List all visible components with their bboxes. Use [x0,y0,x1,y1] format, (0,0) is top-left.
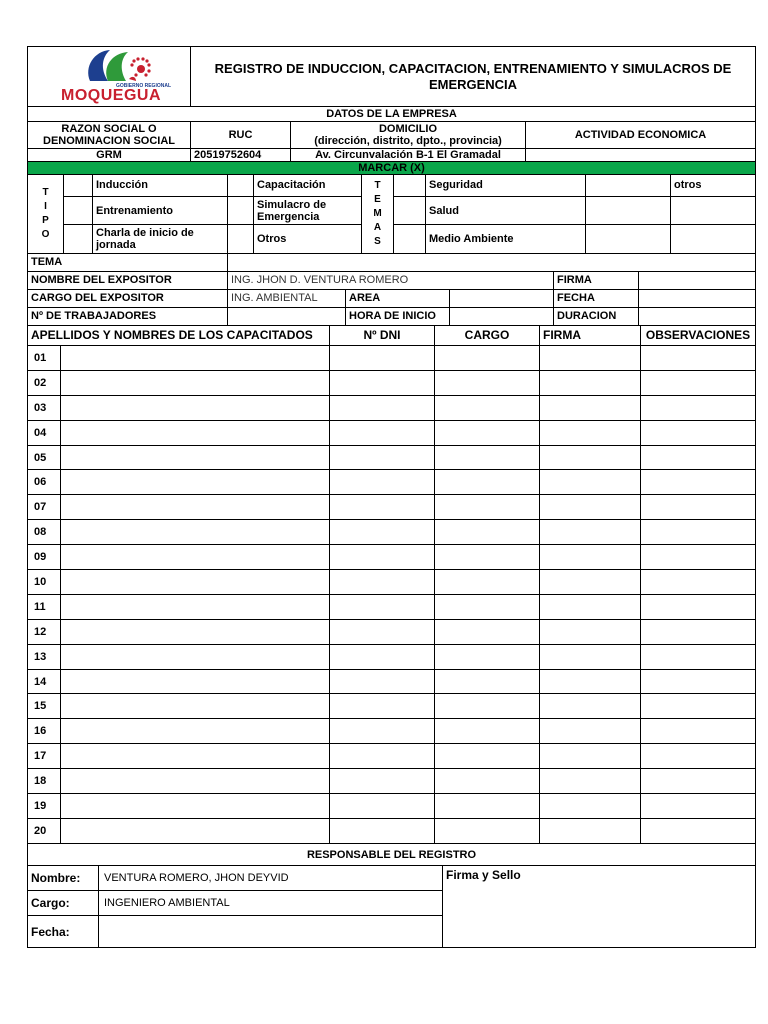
firma-cell[interactable] [540,520,641,545]
cargo-cell[interactable] [435,794,540,819]
table-row [28,445,756,470]
dni-cell[interactable] [330,594,435,619]
row-number: 07 [28,495,61,520]
tipo-letter: O [41,228,50,240]
dni-cell[interactable] [330,370,435,395]
table-row [28,495,756,520]
col-header-cargo: CARGO [435,326,540,346]
dni-cell[interactable] [330,420,435,445]
actividad-label: ACTIVIDAD ECONOMICA [526,121,756,148]
dni-cell[interactable] [330,694,435,719]
tema-label: TEMA [28,254,228,271]
firma-cell[interactable] [540,744,641,769]
actividad-value[interactable] [526,148,756,161]
temas-blank-cell[interactable] [586,225,671,254]
cargo-cell[interactable] [435,545,540,570]
observaciones-cell[interactable] [641,594,756,619]
nombre-expositor-label: NOMBRE DEL EXPOSITOR [28,271,228,289]
row-number: 13 [28,644,61,669]
name-cell[interactable] [61,346,330,371]
marcar-header: MARCAR (X) [28,161,756,174]
capacitados-table [27,326,756,844]
cargo-cell[interactable] [435,818,540,843]
domicilio-label: DOMICILIO [378,122,438,135]
name-cell[interactable] [61,520,330,545]
dni-cell[interactable] [330,619,435,644]
firma-cell[interactable] [540,669,641,694]
col-header-observaciones: OBSERVACIONES [641,326,756,346]
temas-salud-label: Salud [426,197,586,225]
row-number: 06 [28,470,61,495]
firma-cell[interactable] [540,719,641,744]
observaciones-cell[interactable] [641,545,756,570]
cargo-cell[interactable] [435,520,540,545]
temas-letter: A [373,221,382,233]
resp-fecha-label: Fecha: [28,916,99,948]
firma-cell[interactable] [540,570,641,595]
row-number: 16 [28,719,61,744]
tipo-entrenamiento-label: Entrenamiento [93,197,228,225]
name-cell[interactable] [61,694,330,719]
tipo-checkbox-charla[interactable] [64,225,93,254]
firma-cell[interactable] [540,619,641,644]
responsable-table [27,844,756,949]
cargo-cell[interactable] [435,619,540,644]
cargo-cell[interactable] [435,669,540,694]
tipo-otros-label: Otros [254,225,362,254]
firma-cell[interactable] [540,470,641,495]
dni-cell[interactable] [330,644,435,669]
num-trabajadores-label: Nº DE TRABAJADORES [28,307,228,325]
row-number: 04 [28,420,61,445]
row-number: 10 [28,570,61,595]
temas-letter: T [374,179,381,191]
row-number: 20 [28,818,61,843]
name-cell[interactable] [61,669,330,694]
firma-cell[interactable] [540,794,641,819]
cargo-cell[interactable] [435,694,540,719]
fecha-expositor-label: FECHA [554,289,639,307]
row-number: 03 [28,395,61,420]
name-cell[interactable] [61,395,330,420]
header-table [27,46,756,107]
temas-checkbox-medio-ambiente[interactable] [394,225,426,254]
tipo-letter: P [42,214,49,226]
row-number: 08 [28,520,61,545]
cargo-cell[interactable] [435,644,540,669]
table-row [28,420,756,445]
table-row [28,744,756,769]
observaciones-cell[interactable] [641,346,756,371]
temas-letter: M [373,207,382,219]
temas-letter: E [374,193,381,205]
temas-vertical-label [362,175,394,254]
dni-cell[interactable] [330,346,435,371]
table-row [28,769,756,794]
name-cell[interactable] [61,370,330,395]
cargo-expositor-value[interactable]: ING. AMBIENTAL [228,289,346,307]
temas-checkbox-salud[interactable] [394,197,426,225]
table-row [28,619,756,644]
row-number: 15 [28,694,61,719]
name-cell[interactable] [61,445,330,470]
dni-cell[interactable] [330,445,435,470]
temas-seguridad-label: Seguridad [426,175,586,197]
observaciones-cell[interactable] [641,495,756,520]
hora-inicio-label: HORA DE INICIO [346,307,450,325]
temas-medio-ambiente-label: Medio Ambiente [426,225,586,254]
table-row [28,719,756,744]
col-header-dni: Nº DNI [330,326,435,346]
cargo-cell[interactable] [435,470,540,495]
name-cell[interactable] [61,594,330,619]
table-row [28,694,756,719]
firma-cell[interactable] [540,495,641,520]
row-number: 02 [28,370,61,395]
name-cell[interactable] [61,495,330,520]
col-header-nombres: APELLIDOS Y NOMBRES DE LOS CAPACITADOS [28,326,330,346]
table-row [28,370,756,395]
dni-cell[interactable] [330,470,435,495]
firma-cell[interactable] [540,370,641,395]
tipo-checkbox-simulacro[interactable] [228,197,254,225]
firma-cell[interactable] [540,594,641,619]
tipo-letter: T [42,186,49,198]
name-cell[interactable] [61,769,330,794]
tipo-letter: I [44,200,47,212]
tema-value[interactable] [228,254,756,271]
name-cell[interactable] [61,545,330,570]
temas-otros-label: otros [671,175,756,197]
table-row [28,669,756,694]
table-row [28,794,756,819]
tipo-checkbox-capacitacion[interactable] [228,175,254,197]
resp-cargo-label: Cargo: [28,891,99,916]
row-number: 17 [28,744,61,769]
firma-expositor-label: FIRMA [554,271,639,289]
duracion-value[interactable] [639,307,756,325]
tipo-simulacro-label: Simulacro de Emergencia [254,197,362,225]
firma-cell[interactable] [540,346,641,371]
num-trabajadores-value[interactable] [228,307,346,325]
resp-firma-sello[interactable]: Firma y Sello [443,866,756,948]
cargo-cell[interactable] [435,594,540,619]
nombre-expositor-value[interactable]: ING. JHON D. VENTURA ROMERO [228,271,554,289]
domicilio-value[interactable]: Av. Circunvalación B-1 El Gramadal [291,148,526,161]
empresa-table [27,107,756,175]
row-number: 14 [28,669,61,694]
logo-name: MOQUEGUA [61,87,161,104]
cargo-cell[interactable] [435,769,540,794]
row-number: 11 [28,594,61,619]
cargo-cell[interactable] [435,719,540,744]
row-number: 01 [28,346,61,371]
cargo-expositor-label: CARGO DEL EXPOSITOR [28,289,228,307]
dni-cell[interactable] [330,395,435,420]
firma-cell[interactable] [540,694,641,719]
table-row [28,470,756,495]
domicilio-sublabel: (dirección, distrito, dpto., provincia) [314,134,502,147]
cargo-cell[interactable] [435,495,540,520]
tipo-checkbox-induccion[interactable] [64,175,93,197]
name-cell[interactable] [61,794,330,819]
fecha-expositor-value[interactable] [639,289,756,307]
domicilio-label-cell [291,121,526,148]
row-number: 05 [28,445,61,470]
observaciones-cell[interactable] [641,644,756,669]
duracion-label: DURACION [554,307,639,325]
capacitados-rows [28,346,756,844]
firma-cell[interactable] [540,644,641,669]
temas-blank-cell[interactable] [671,197,756,225]
hora-inicio-value[interactable] [450,307,554,325]
dni-cell[interactable] [330,744,435,769]
observaciones-cell[interactable] [641,794,756,819]
table-row [28,594,756,619]
ruc-label: RUC [191,121,291,148]
observaciones-cell[interactable] [641,744,756,769]
table-row [28,570,756,595]
expositor-table [27,254,756,326]
observaciones-cell[interactable] [641,694,756,719]
logo-top-text: GOBIERNO REGIONAL [116,83,172,89]
dni-cell[interactable] [330,669,435,694]
temas-blank-cell[interactable] [671,225,756,254]
tipo-induccion-label: Inducción [93,175,228,197]
temas-checkbox-seguridad[interactable] [394,175,426,197]
cargo-cell[interactable] [435,420,540,445]
observaciones-cell[interactable] [641,769,756,794]
dni-cell[interactable] [330,570,435,595]
firma-cell[interactable] [540,769,641,794]
row-number: 09 [28,545,61,570]
observaciones-cell[interactable] [641,370,756,395]
firma-cell[interactable] [540,445,641,470]
name-cell[interactable] [61,570,330,595]
area-label: AREA [346,289,450,307]
tipo-checkbox-entrenamiento[interactable] [64,197,93,225]
dni-cell[interactable] [330,769,435,794]
cargo-cell[interactable] [435,370,540,395]
dni-cell[interactable] [330,495,435,520]
cargo-cell[interactable] [435,346,540,371]
dni-cell[interactable] [330,719,435,744]
empresa-header: DATOS DE LA EMPRESA [28,107,756,121]
tipo-capacitacion-label: Capacitación [254,175,362,197]
name-cell[interactable] [61,619,330,644]
observaciones-cell[interactable] [641,669,756,694]
form-title: REGISTRO DE INDUCCION, CAPACITACION, ENTRENAMIENTO Y SIMULACROS DE EMERGENCIA [191,47,756,107]
resp-nombre-label: Nombre: [28,866,99,891]
name-cell[interactable] [61,818,330,843]
row-number: 12 [28,619,61,644]
observaciones-cell[interactable] [641,719,756,744]
resp-nombre-value[interactable]: VENTURA ROMERO, JHON DEYVID [99,866,443,891]
form-sheet [27,46,755,948]
dni-cell[interactable] [330,520,435,545]
tipo-checkbox-otros[interactable] [228,225,254,254]
row-number: 19 [28,794,61,819]
table-row [28,818,756,843]
responsable-header: RESPONSABLE DEL REGISTRO [28,844,756,866]
cargo-cell[interactable] [435,445,540,470]
observaciones-cell[interactable] [641,520,756,545]
name-cell[interactable] [61,744,330,769]
observaciones-cell[interactable] [641,445,756,470]
temas-letter: S [374,235,381,247]
tipo-temas-table [27,175,756,255]
observaciones-cell[interactable] [641,420,756,445]
ruc-value[interactable]: 20519752604 [191,148,291,161]
temas-checkbox-otros[interactable] [586,175,671,197]
razon-social-label: RAZON SOCIAL O DENOMINACION SOCIAL [28,121,191,148]
observaciones-cell[interactable] [641,570,756,595]
name-cell[interactable] [61,719,330,744]
table-row [28,395,756,420]
name-cell[interactable] [61,470,330,495]
dni-cell[interactable] [330,818,435,843]
col-header-firma: FIRMA [540,326,641,346]
firma-cell[interactable] [540,545,641,570]
table-row [28,346,756,371]
tipo-vertical-label [28,175,64,254]
observaciones-cell[interactable] [641,818,756,843]
tipo-charla-label: Charla de inicio de jornada [93,225,228,254]
resp-fecha-value[interactable] [99,916,443,948]
observaciones-cell[interactable] [641,470,756,495]
table-row [28,545,756,570]
firma-cell[interactable] [540,818,641,843]
dni-cell[interactable] [330,545,435,570]
cargo-cell[interactable] [435,744,540,769]
cargo-cell[interactable] [435,570,540,595]
firma-cell[interactable] [540,420,641,445]
logo-cell [28,47,191,107]
firma-expositor-value[interactable] [639,271,756,289]
area-value[interactable] [450,289,554,307]
table-row [28,644,756,669]
observaciones-cell[interactable] [641,395,756,420]
firma-cell[interactable] [540,395,641,420]
razon-social-value[interactable]: GRM [28,148,191,161]
observaciones-cell[interactable] [641,619,756,644]
row-number: 18 [28,769,61,794]
name-cell[interactable] [61,644,330,669]
cargo-cell[interactable] [435,395,540,420]
name-cell[interactable] [61,420,330,445]
resp-cargo-value[interactable]: INGENIERO AMBIENTAL [99,891,443,916]
dni-cell[interactable] [330,794,435,819]
table-row [28,520,756,545]
temas-blank-cell[interactable] [586,197,671,225]
